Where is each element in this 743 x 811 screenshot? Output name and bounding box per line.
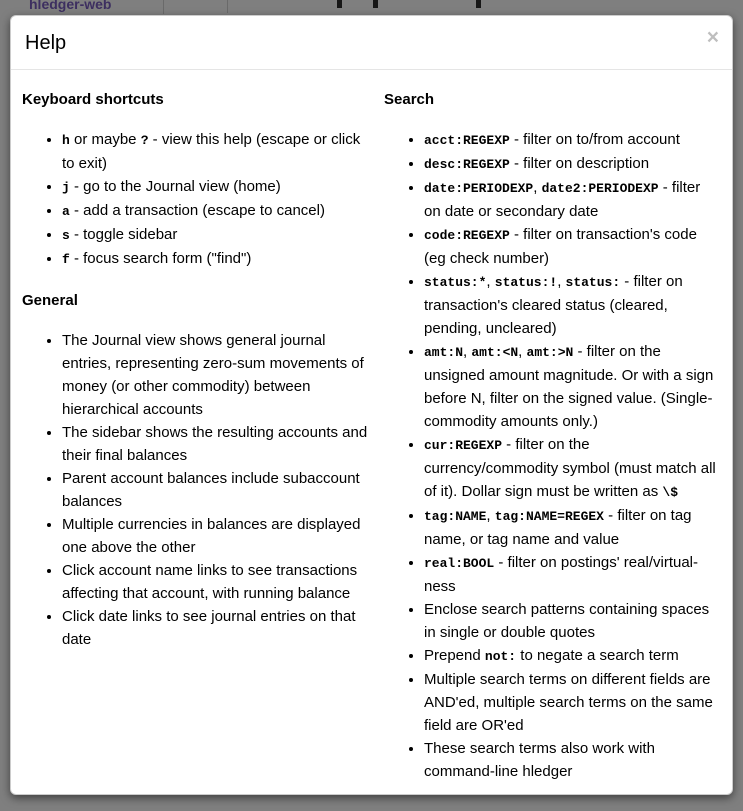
help-list-item: • a - add a transaction (escape to cancel) bbox=[62, 199, 370, 223]
code-span: status: bbox=[565, 275, 621, 290]
code-span: acct:REGEXP bbox=[424, 133, 510, 148]
help-list-item: • cur:REGEXP - filter on the currency/commodity symbol (must match all of it). Dollar sign must be written as \$ bbox=[424, 433, 721, 504]
help-list-item: • The sidebar shows the resulting accounts and their final balances bbox=[62, 421, 370, 467]
code-span: status:! bbox=[494, 275, 558, 290]
help-list-item: • Click account name links to see transactions affecting that account, with running balance bbox=[62, 559, 370, 605]
help-list-item: • Click date links to see journal entries on that date bbox=[62, 605, 370, 651]
help-list-item: • code:REGEXP - filter on transaction's code (eg check number) bbox=[424, 223, 721, 270]
code-span: a bbox=[62, 204, 70, 219]
help-list-item: • Prepend not: to negate a search term bbox=[424, 644, 721, 668]
code-span: tag:NAME bbox=[424, 509, 487, 524]
code-span: h bbox=[62, 133, 70, 148]
code-span: date:PERIODEXP bbox=[424, 181, 534, 196]
code-span: date2:PERIODEXP bbox=[541, 181, 659, 196]
help-list-item: • date:PERIODEXP, date2:PERIODEXP - filter on date or secondary date bbox=[424, 176, 721, 223]
help-list-item: • tag:NAME, tag:NAME=REGEX - filter on tag name, or tag name and value bbox=[424, 504, 721, 551]
code-span: cur:REGEXP bbox=[424, 438, 503, 453]
section-heading: Search bbox=[384, 91, 435, 108]
code-span: amt:N bbox=[424, 345, 464, 360]
help-list-item: • j - go to the Journal view (home) bbox=[62, 175, 370, 199]
help-list-item: • status:*, status:!, status: - filter on transaction's cleared status (cleared, pending, uncleared) bbox=[424, 270, 721, 340]
code-span: status:* bbox=[424, 275, 487, 290]
help-list-item: • s - toggle sidebar bbox=[62, 223, 370, 247]
close-icon[interactable]: × bbox=[706, 26, 719, 49]
help-list-item: • The Journal view shows general journal entries, representing zero-sum movements of money (or other commodity) between hierarchical accounts bbox=[62, 329, 370, 421]
help-left-column bbox=[22, 90, 370, 783]
code-span: not: bbox=[484, 649, 517, 664]
modal-header bbox=[11, 16, 732, 70]
code-span: amt:>N bbox=[526, 345, 574, 360]
help-list-item: • h or maybe ? - view this help (escape or click to exit) bbox=[62, 128, 370, 175]
help-list-item: • Enclose search patterns containing spaces in single or double quotes bbox=[424, 598, 721, 644]
code-span: \$ bbox=[662, 485, 679, 500]
help-list-item: • real:BOOL - filter on postings' real/virtual-ness bbox=[424, 551, 721, 598]
help-list bbox=[384, 128, 721, 783]
section-heading: Keyboard shortcuts bbox=[22, 91, 164, 108]
code-span: amt:<N bbox=[471, 345, 519, 360]
help-list-item: • These search terms also work with command-line hledger bbox=[424, 737, 721, 783]
code-span: f bbox=[62, 252, 70, 267]
help-list-item: • desc:REGEXP - filter on description bbox=[424, 152, 721, 176]
code-span: desc:REGEXP bbox=[424, 157, 510, 172]
modal-title: Help bbox=[25, 32, 67, 54]
help-list-item: • f - focus search form ("find") bbox=[62, 247, 370, 271]
code-span: ? bbox=[140, 133, 149, 148]
help-modal bbox=[10, 15, 733, 795]
code-span: j bbox=[62, 180, 70, 195]
help-list-item: • Parent account balances include subaccount balances bbox=[62, 467, 370, 513]
code-span: s bbox=[62, 228, 70, 243]
code-span: tag:NAME=REGEX bbox=[494, 509, 604, 524]
help-list-item: • Multiple currencies in balances are displayed one above the other bbox=[62, 513, 370, 559]
section-heading: General bbox=[22, 292, 78, 309]
help-list bbox=[22, 329, 370, 651]
code-span: code:REGEXP bbox=[424, 228, 510, 243]
help-list-item: • amt:N, amt:<N, amt:>N - filter on the unsigned amount magnitude. Or with a sign before N, filter on the signed value. (Single-commodity amounts only.) bbox=[424, 340, 721, 433]
code-span: real:BOOL bbox=[424, 556, 495, 571]
help-list-item: • Multiple search terms on different fields are AND'ed, multiple search terms on the same field are OR'ed bbox=[424, 668, 721, 737]
help-right-column bbox=[384, 90, 721, 783]
modal-body bbox=[11, 70, 732, 803]
help-list bbox=[22, 128, 370, 271]
help-list-item: • acct:REGEXP - filter on to/from account bbox=[424, 128, 721, 152]
